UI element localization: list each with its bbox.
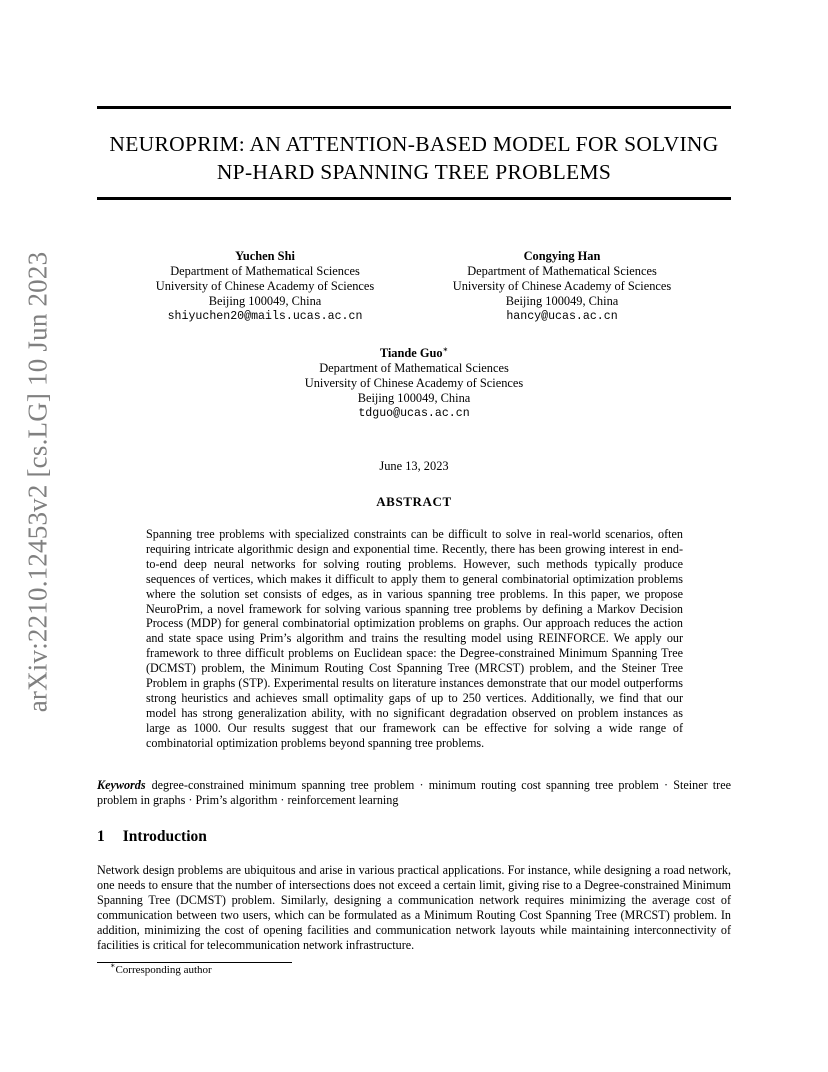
paper-date: June 13, 2023 xyxy=(379,459,449,473)
author-institution: University of Chinese Academy of Sciences xyxy=(155,279,375,293)
author-name: Congying Han xyxy=(523,249,601,263)
author-name: Tiande Guo xyxy=(379,346,443,360)
abstract-heading: ABSTRACT xyxy=(376,494,452,509)
abstract-text: Spanning tree problems with specialized constraints can be difficult to solve in real-world scenarios, often requiring intricate algorithmic design and exponential time. Recently, there has been growing interest in end-to-end deep neural networks for solving routing problems. However, such methods typically produce sequences of vertices, which makes it difficult to apply them to general combinatorial optimization problems where the solution set consists of edges, as in various spanning tree problems. In this paper, we propose NeuroPrim, a novel framework for solving various spanning tree problems by defining a Markov Decision Process (MDP) for general combinatorial optimization problems on graphs. Our approach reduces the action and state space using Prim’s algorithm and trains the resulting model using REINFORCE. We apply our framework to three difficult problems on Euclidean space: the Degree-constrained Minimum Spanning Tree (DCMST) problem, the Minimum Routing Cost Spanning Tree (MRCST) problem, and the Steiner Tree Problem in graphs (STP). Experimental results on literature instances demonstrate that our model outperforms strong heuristics and achieves small optimality gaps of up to 250 vertices. Additionally, we find that our model has strong generalization ability, with no significant degradation observed on problem instances as large as 1000. Our results suggest that our framework can be effective for solving a wide range of combinatorial optimization problems beyond spanning tree problems. xyxy=(146,527,683,750)
keywords-text: degree-constrained minimum spanning tree problem · minimum routing cost spanning tree problem · Steiner tree problem in graphs · Prim’s algorithm · reinforcement learning xyxy=(97,778,731,807)
author-city: Beijing 100049, China xyxy=(505,294,619,308)
corresponding-author-mark[interactable]: ∗ xyxy=(442,345,449,354)
title-line-1: NEUROPRIM: AN ATTENTION-BASED MODEL FOR SOLVING xyxy=(109,132,719,156)
author-department: Department of Mathematical Sciences xyxy=(319,361,509,375)
section-title: Introduction xyxy=(122,828,207,845)
footnote-text: Corresponding author xyxy=(115,964,212,976)
author-department: Department of Mathematical Sciences xyxy=(467,264,657,278)
footnote-mark: ∗ xyxy=(110,961,116,970)
keywords-block xyxy=(97,778,731,808)
author-name: Yuchen Shi xyxy=(235,249,295,263)
author-institution: University of Chinese Academy of Sciences xyxy=(304,376,524,390)
arxiv-stamp-text: arXiv:2210.12453v2 [cs.LG] 10 Jun 2023 xyxy=(22,251,53,713)
author-email[interactable]: tdguo@ucas.ac.cn xyxy=(358,407,470,420)
title-line-2: NP-HARD SPANNING TREE PROBLEMS xyxy=(216,160,612,184)
author-institution: University of Chinese Academy of Sciences xyxy=(452,279,672,293)
title-top-rule xyxy=(97,106,731,109)
author-block-1 xyxy=(140,249,390,324)
paper-title xyxy=(97,130,731,186)
section-heading xyxy=(97,828,207,846)
author-city: Beijing 100049, China xyxy=(208,294,322,308)
introduction-text: Network design problems are ubiquitous and arise in various practical applications. For instance, while designing a road network, one needs to ensure that the number of intersections does not exceed a certain limit, giving rise to a Degree-constrained Minimum Spanning Tree (DCMST) problem. Similarly, designing a communication network requires minimizing the average cost of communication between two users, which can be formulated as a Minimum Routing Cost Spanning Tree (MRCST) problem. In addition, minimizing the cost of opening facilities and communication network layouts while maintaining interconnectivity of facilities is critical for telecommunication network infrastructure. xyxy=(97,863,731,952)
author-city: Beijing 100049, China xyxy=(357,391,471,405)
title-bottom-rule xyxy=(97,197,731,200)
author-email[interactable]: hancy@ucas.ac.cn xyxy=(506,310,618,323)
keywords-label: Keywords xyxy=(97,778,146,792)
author-name-line xyxy=(289,346,539,361)
author-email[interactable]: shiyuchen20@mails.ucas.ac.cn xyxy=(167,310,363,323)
author-department: Department of Mathematical Sciences xyxy=(170,264,360,278)
author-block-3 xyxy=(289,346,539,421)
section-number: 1 xyxy=(97,828,105,845)
footnote xyxy=(110,963,212,977)
author-block-2 xyxy=(436,249,688,324)
